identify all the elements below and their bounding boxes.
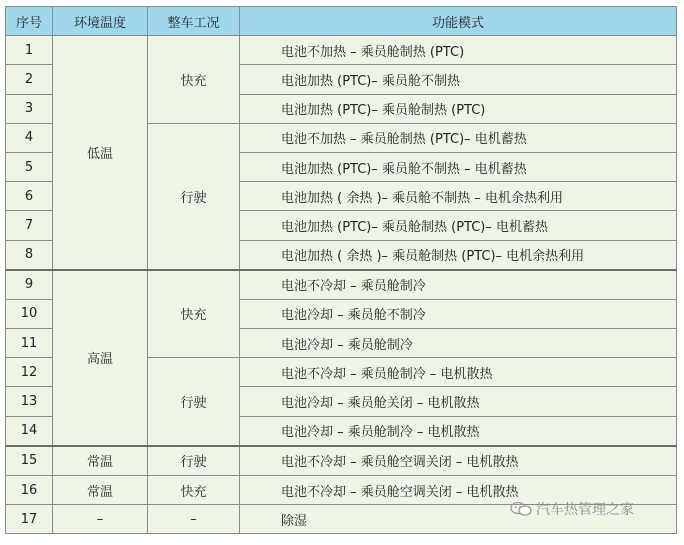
function-mode-cell: 电池冷却 – 乘员舱不制冷: [240, 299, 677, 328]
table-row: [6, 446, 677, 476]
function-mode-cell: 电池加热 ( 余热 )– 乘员舱不制热 – 电机余热利用: [240, 182, 677, 211]
function-mode-cell: 电池冷却 – 乘员舱制冷 – 电机散热: [240, 416, 677, 446]
table-row: [6, 270, 677, 300]
ambient-temp-cell: 高温: [53, 270, 148, 446]
function-mode-table: [5, 6, 677, 534]
ambient-temp-cell: 常温: [53, 476, 148, 505]
row-index: 15: [6, 446, 53, 476]
ambient-temp-cell: –: [53, 505, 148, 534]
header-index: 序号: [6, 7, 53, 36]
header-vehicle-condition: 整车工况: [148, 7, 240, 36]
row-index: 2: [6, 65, 53, 94]
row-index: 1: [6, 36, 53, 65]
header-function-mode: 功能模式: [240, 7, 677, 36]
row-index: 4: [6, 123, 53, 152]
row-index: 10: [6, 299, 53, 328]
row-index: 5: [6, 152, 53, 181]
table-row: [6, 36, 677, 65]
vehicle-condition-cell: 行驶: [148, 358, 240, 446]
vehicle-condition-cell: 快充: [148, 36, 240, 124]
row-index: 6: [6, 182, 53, 211]
function-mode-cell: 电池冷却 – 乘员舱关闭 – 电机散热: [240, 387, 677, 416]
function-mode-cell: 电池加热 (PTC)– 乘员舱制热 (PTC): [240, 94, 677, 123]
function-mode-cell: 电池加热 (PTC)– 乘员舱不制热 – 电机蓄热: [240, 152, 677, 181]
function-mode-cell: 电池加热 (PTC)– 乘员舱不制热: [240, 65, 677, 94]
vehicle-condition-cell: 快充: [148, 270, 240, 358]
function-mode-cell: 电池不冷却 – 乘员舱制冷: [240, 270, 677, 300]
row-index: 13: [6, 387, 53, 416]
function-mode-cell: 电池不加热 – 乘员舱制热 (PTC)– 电机蓄热: [240, 123, 677, 152]
ambient-temp-cell: 低温: [53, 36, 148, 270]
row-index: 8: [6, 240, 53, 270]
function-mode-cell: 电池不加热 – 乘员舱制热 (PTC): [240, 36, 677, 65]
function-mode-cell: 电池加热 ( 余热 )– 乘员舱制热 (PTC)– 电机余热利用: [240, 240, 677, 270]
row-index: 3: [6, 94, 53, 123]
function-mode-cell: 除湿: [240, 505, 677, 534]
row-index: 17: [6, 505, 53, 534]
row-index: 14: [6, 416, 53, 446]
row-index: 16: [6, 476, 53, 505]
row-index: 12: [6, 358, 53, 387]
header-ambient-temp: 环境温度: [53, 7, 148, 36]
vehicle-condition-cell: 行驶: [148, 446, 240, 476]
function-mode-cell: 电池不冷却 – 乘员舱空调关闭 – 电机散热: [240, 446, 677, 476]
vehicle-condition-cell: 快充: [148, 476, 240, 505]
row-index: 9: [6, 270, 53, 300]
function-mode-cell: 电池不冷却 – 乘员舱制冷 – 电机散热: [240, 358, 677, 387]
header-row: [6, 7, 677, 36]
function-mode-cell: 电池冷却 – 乘员舱制冷: [240, 329, 677, 358]
function-mode-cell: 电池加热 (PTC)– 乘员舱制热 (PTC)– 电机蓄热: [240, 211, 677, 240]
function-mode-cell: 电池不冷却 – 乘员舱空调关闭 – 电机散热: [240, 476, 677, 505]
vehicle-condition-cell: –: [148, 505, 240, 534]
row-index: 11: [6, 329, 53, 358]
watermark: [510, 499, 634, 519]
watermark-text: 汽车热管理之家: [536, 502, 634, 518]
wechat-icon: [510, 502, 532, 516]
row-index: 7: [6, 211, 53, 240]
ambient-temp-cell: 常温: [53, 446, 148, 476]
vehicle-condition-cell: 行驶: [148, 123, 240, 269]
